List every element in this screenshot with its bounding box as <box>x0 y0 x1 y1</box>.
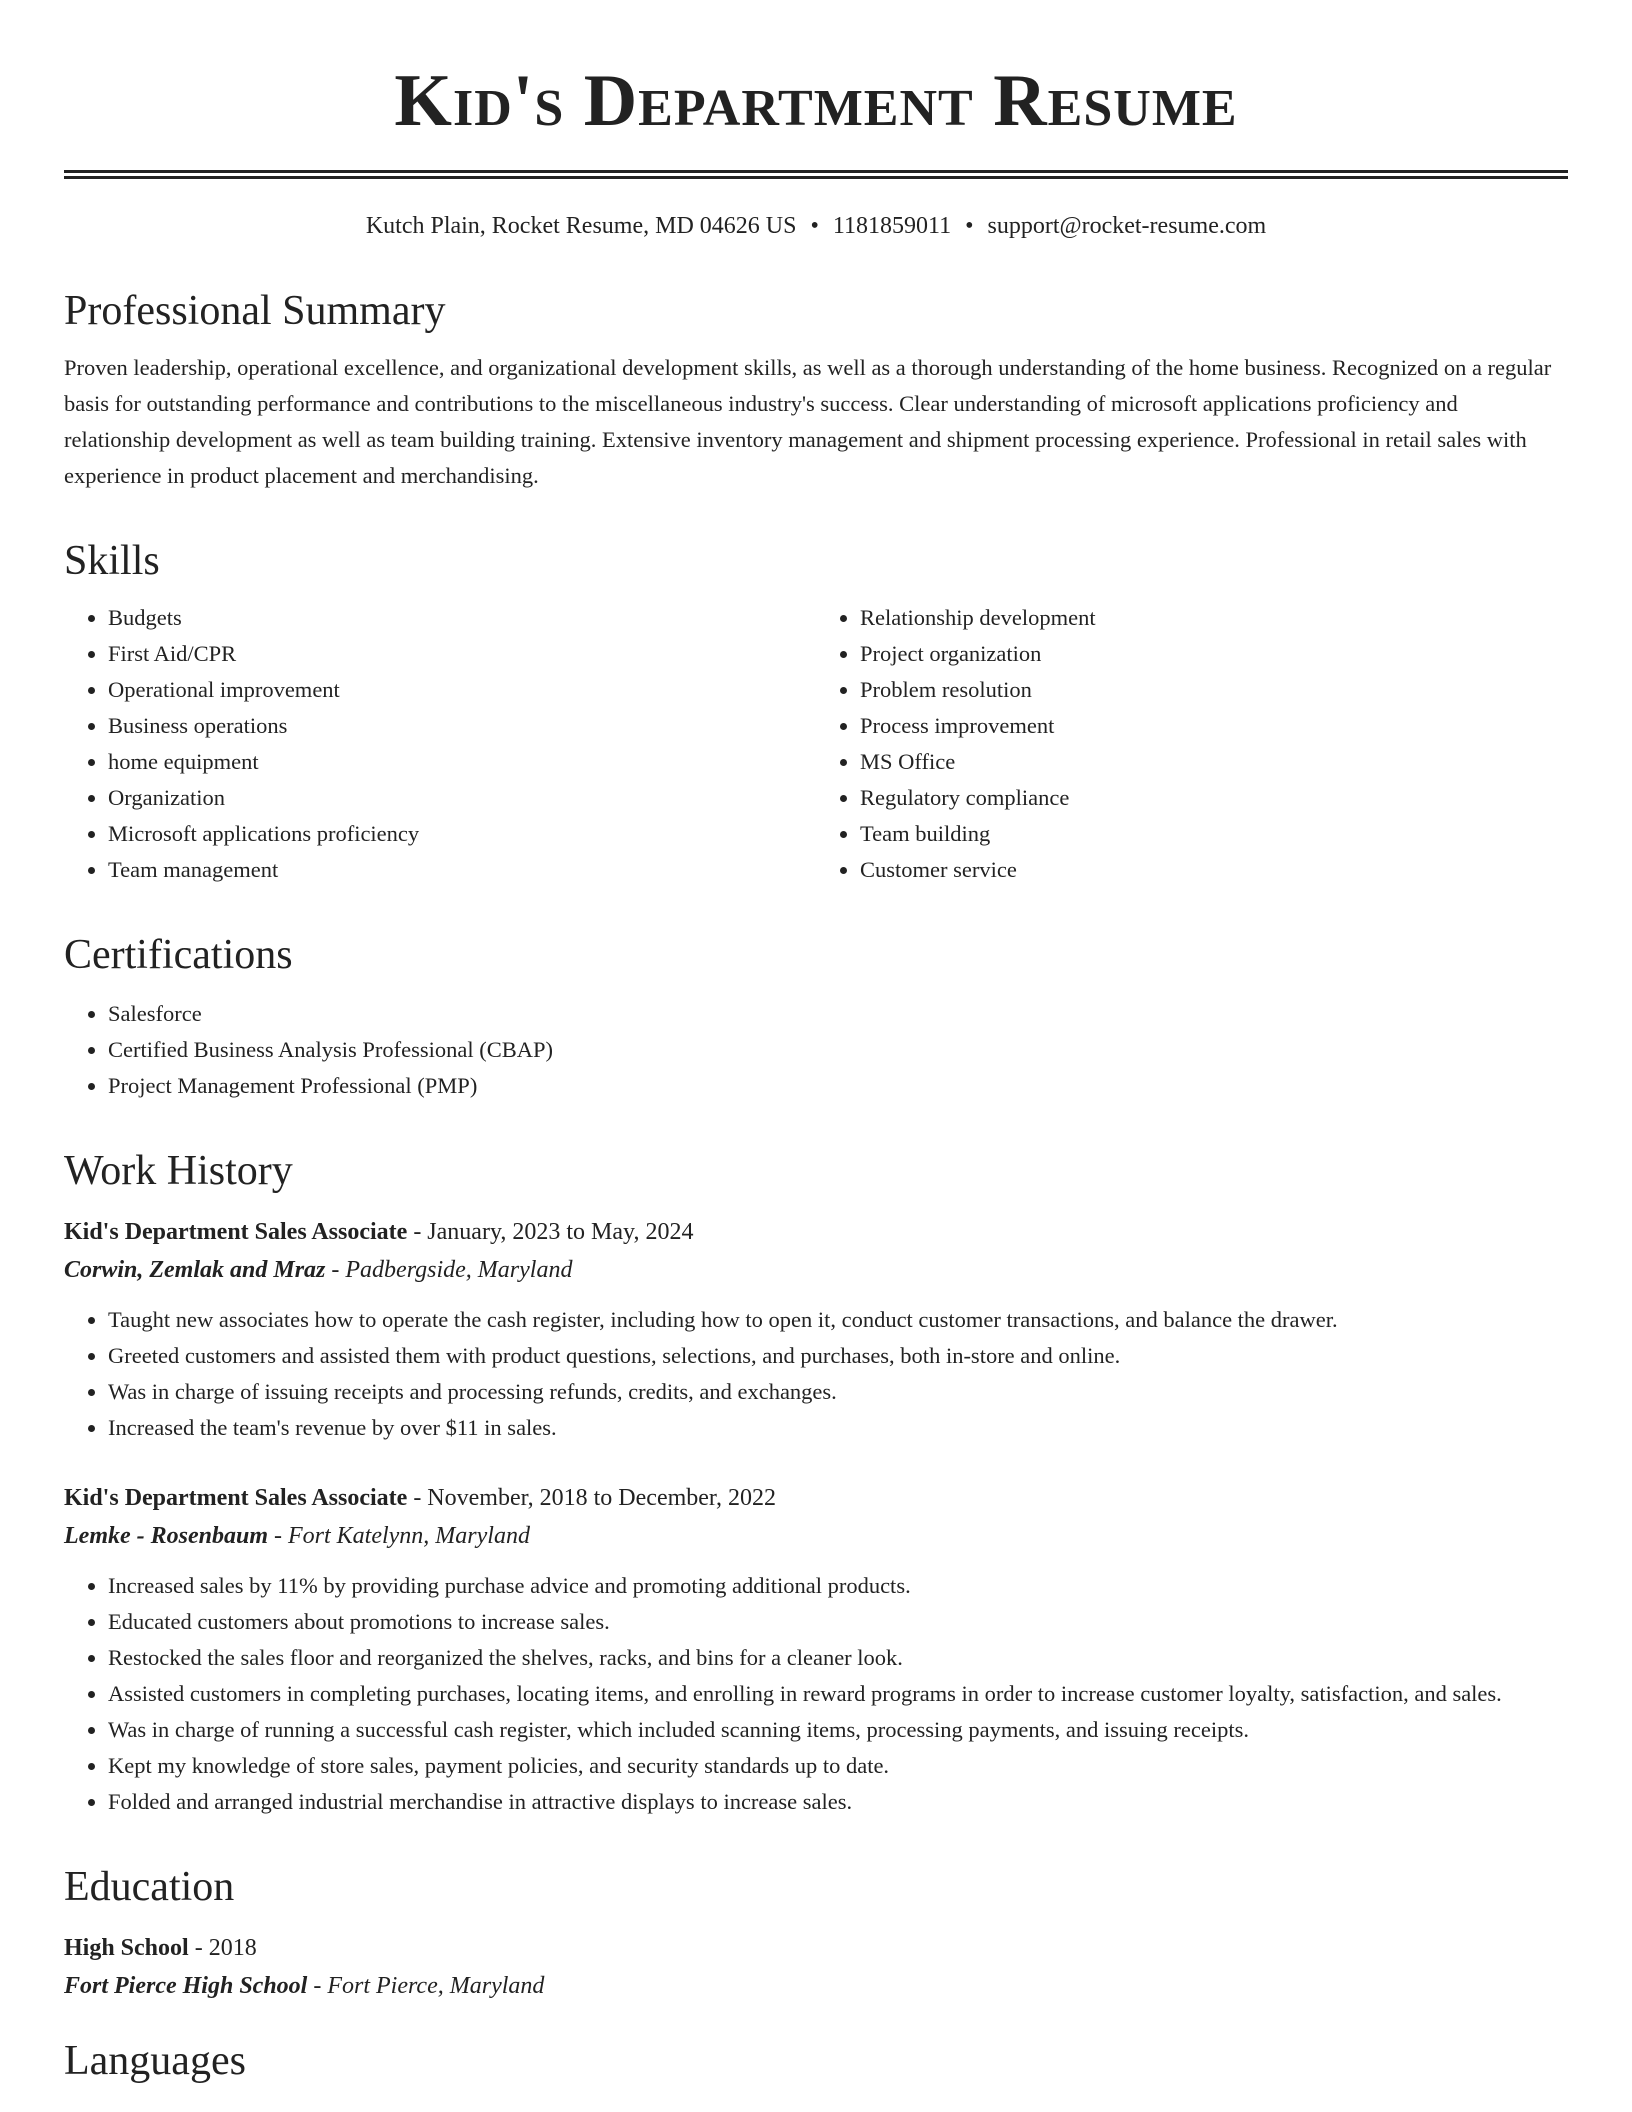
certifications-section <box>64 934 1568 1104</box>
education-degree-line <box>64 1930 1568 1966</box>
job-title-line <box>64 1480 1568 1516</box>
skill-item: • Microsoft applications proficiency <box>108 816 816 852</box>
education-year: - 2018 <box>188 1935 257 1961</box>
skill-item: • Operational improvement <box>108 672 816 708</box>
job-title: Kid's Department Sales Associate <box>64 1485 408 1511</box>
job-bullet: • Increased the team's revenue by over $11 in sales. <box>108 1410 1568 1446</box>
skills-section <box>64 540 1568 888</box>
job-title-line <box>64 1214 1568 1250</box>
job-company: Corwin, Zemlak and Mraz <box>64 1257 326 1283</box>
education-location: - Fort Pierce, Maryland <box>307 1973 545 1999</box>
job-bullets <box>64 1302 1568 1446</box>
resume-title: Kid's Department Resume <box>394 60 1238 142</box>
certification-item: • Project Management Professional (PMP) <box>108 1068 1568 1104</box>
job-bullet: • Increased sales by 11% by providing purchase advice and promoting additional products. <box>108 1568 1568 1604</box>
skill-item: • Team building <box>860 816 1568 852</box>
section-heading-education: Education <box>64 1864 235 1910</box>
education-section <box>64 1866 1568 2006</box>
title-divider <box>64 170 1568 179</box>
skill-item: • Regulatory compliance <box>860 780 1568 816</box>
certification-item: • Salesforce <box>108 996 1568 1032</box>
skills-column-right <box>816 600 1568 888</box>
skills-column-left <box>64 600 816 888</box>
skill-item: • Team management <box>108 852 816 888</box>
contact-address: Kutch Plain, Rocket Resume, MD 04626 US <box>365 213 797 239</box>
contact-separator: • <box>965 213 974 239</box>
job-entry <box>64 1480 1568 1820</box>
skill-item: • MS Office <box>860 744 1568 780</box>
job-title: Kid's Department Sales Associate <box>64 1219 408 1245</box>
contact-line <box>64 213 1568 240</box>
job-entry <box>64 1214 1568 1446</box>
job-bullet: • Educated customers about promotions to increase sales. <box>108 1604 1568 1640</box>
job-dates: - January, 2023 to May, 2024 <box>407 1219 694 1245</box>
skill-item: • Project organization <box>860 636 1568 672</box>
skill-item: • Business operations <box>108 708 816 744</box>
skills-grid <box>64 600 1568 888</box>
education-entry <box>64 1930 1568 2006</box>
section-heading-summary: Professional Summary <box>64 288 446 334</box>
job-bullet: • Assisted customers in completing purchases, locating items, and enrolling in reward programs in order to increase customer loyalty, satisfaction, and sales. <box>108 1676 1568 1712</box>
languages-section <box>64 2040 1568 2082</box>
summary-text: Proven leadership, operational excellence, and organizational development skills, as well as a thorough understanding of the home business. Recognized on a regular basis for outstanding performance and contributions to the miscellaneous industry's success. Clear understanding of microsoft applications proficiency and relationship development as well as team building training. Extensive inventory management and shipment processing experience. Professional in retail sales with experience in product placement and merchandising. <box>64 355 1552 488</box>
job-company-line <box>64 1250 1568 1290</box>
section-heading-languages: Languages <box>64 2038 246 2084</box>
skill-item: • Relationship development <box>860 600 1568 636</box>
job-bullet: • Greeted customers and assisted them with product questions, selections, and purchases, both in-store and online. <box>108 1338 1568 1374</box>
job-bullet: • Taught new associates how to operate the cash register, including how to open it, conduct customer transactions, and balance the drawer. <box>108 1302 1568 1338</box>
section-heading-work-history: Work History <box>64 1148 293 1194</box>
section-heading-skills: Skills <box>64 538 160 584</box>
job-bullets <box>64 1568 1568 1820</box>
job-location: - Fort Katelynn, Maryland <box>268 1523 530 1549</box>
job-company: Lemke - Rosenbaum <box>64 1523 268 1549</box>
certifications-list <box>64 996 1568 1104</box>
education-school-line <box>64 1966 1568 2006</box>
job-bullet: • Folded and arranged industrial merchandise in attractive displays to increase sales. <box>108 1784 1568 1820</box>
work-history-section <box>64 1150 1568 1820</box>
summary-section <box>64 290 1568 494</box>
skill-item: • Organization <box>108 780 816 816</box>
contact-email[interactable]: support@rocket-resume.com <box>987 213 1267 239</box>
job-bullet: • Was in charge of issuing receipts and processing refunds, credits, and exchanges. <box>108 1374 1568 1410</box>
job-bullet: • Restocked the sales floor and reorganized the shelves, racks, and bins for a cleaner look. <box>108 1640 1568 1676</box>
skill-item: • Problem resolution <box>860 672 1568 708</box>
skill-item: • First Aid/CPR <box>108 636 816 672</box>
skill-item: • Customer service <box>860 852 1568 888</box>
certification-item: • Certified Business Analysis Professional (CBAP) <box>108 1032 1568 1068</box>
contact-phone: 1181859011 <box>832 213 952 239</box>
education-school: Fort Pierce High School <box>64 1973 308 1999</box>
section-heading-certifications: Certifications <box>64 932 293 978</box>
job-bullet: • Was in charge of running a successful cash register, which included scanning items, processing payments, and issuing receipts. <box>108 1712 1568 1748</box>
contact-separator: • <box>810 213 819 239</box>
skill-item: • Process improvement <box>860 708 1568 744</box>
education-degree: High School <box>64 1935 189 1961</box>
skill-item: • home equipment <box>108 744 816 780</box>
job-bullet: • Kept my knowledge of store sales, payment policies, and security standards up to date. <box>108 1748 1568 1784</box>
job-company-line <box>64 1516 1568 1556</box>
job-dates: - November, 2018 to December, 2022 <box>407 1485 776 1511</box>
job-location: - Padbergside, Maryland <box>325 1257 573 1283</box>
skill-item: • Budgets <box>108 600 816 636</box>
